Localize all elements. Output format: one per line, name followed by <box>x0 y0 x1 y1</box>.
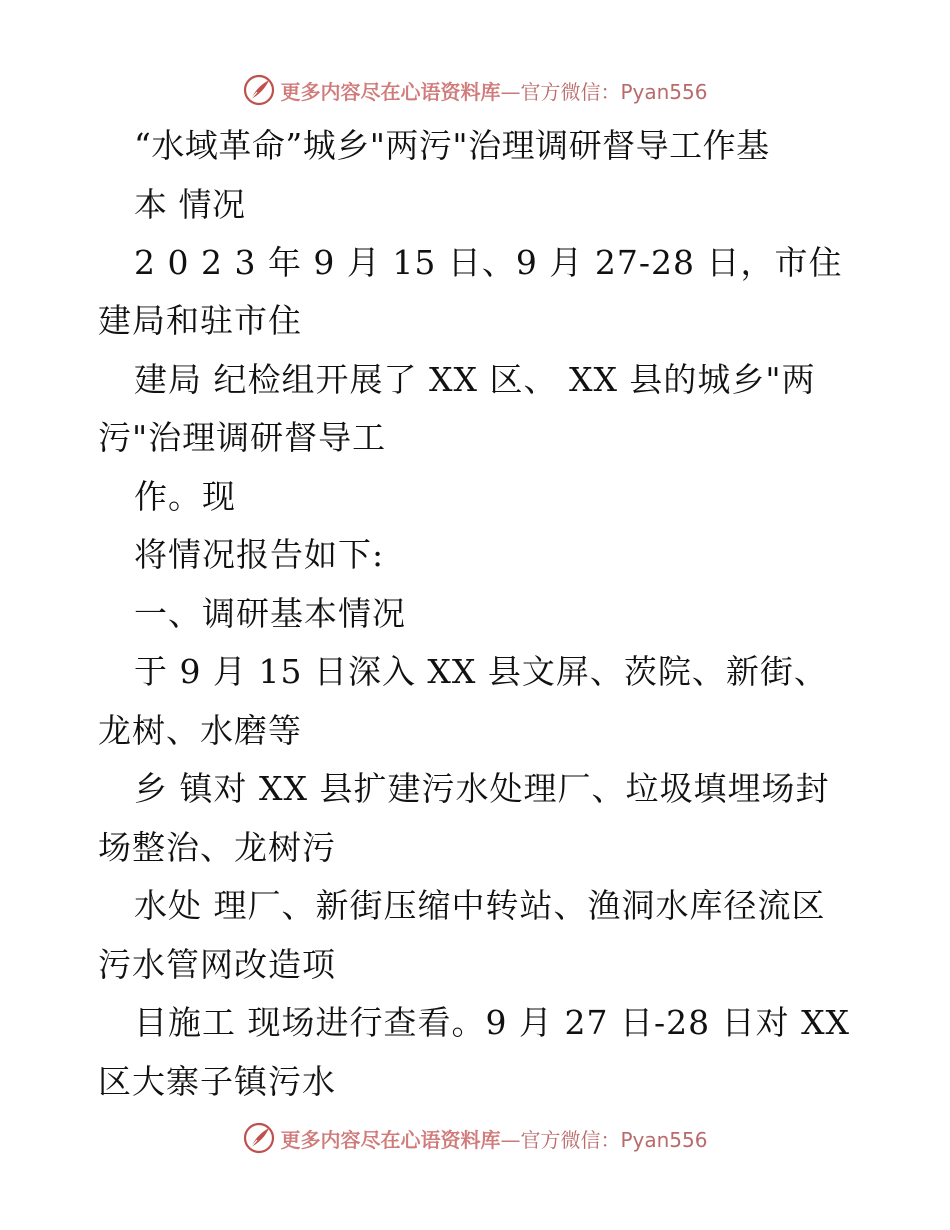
watermark-site-text: 更多内容尽在心语资料库 <box>280 1127 501 1152</box>
paragraph-line: 污水管网改造项 <box>98 945 336 984</box>
watermark-separator: — <box>500 79 521 104</box>
paragraph-line: 将情况报告如下: <box>134 535 385 574</box>
quill-pen-logo-icon <box>242 1121 276 1155</box>
paragraph-line: 区大寨子镇污水 <box>98 1062 336 1101</box>
watermark-banner-top <box>0 70 950 110</box>
watermark-contact-text: 官方微信：Pyan556 <box>520 79 708 104</box>
paragraph-line: 2 0 2 3 年 9 月 15 日、9 月 27-28 日，市住 <box>134 243 843 282</box>
paragraph-line: 污"治理调研督导工 <box>98 418 387 457</box>
watermark-contact-text: 官方微信：Pyan556 <box>520 1127 708 1152</box>
watermark-banner-bottom <box>0 1118 950 1158</box>
watermark-separator: — <box>500 1127 521 1152</box>
paragraph-line: 场整治、龙树污 <box>98 828 336 867</box>
paragraph-line: 目施工 现场进行查看。9 月 27 日-28 日对 XX <box>134 1003 851 1042</box>
paragraph-line: 建局和驻市住 <box>98 301 302 340</box>
document-title-line-1: “水域革命”城乡"两污"治理调研督导工作基 <box>134 126 770 165</box>
paragraph-line: 乡 镇对 XX 县扩建污水处理厂、垃圾填埋场封 <box>134 769 830 808</box>
paragraph-line: 水处 理厂、新街压缩中转站、渔洞水库径流区 <box>134 886 826 925</box>
paragraph-line: 建局 纪检组开展了 XX 区、 XX 县的城乡"两 <box>134 360 816 399</box>
quill-pen-logo-icon <box>242 73 276 107</box>
document-title-line-2: 本 情况 <box>134 185 246 224</box>
paragraph-line: 龙树、水磨等 <box>98 711 302 750</box>
watermark-site-text: 更多内容尽在心语资料库 <box>280 79 501 104</box>
section-heading: 一、调研基本情况 <box>134 594 406 633</box>
paragraph-line: 作。现 <box>134 477 236 516</box>
paragraph-line: 于 9 月 15 日深入 XX 县文屏、茨院、新街、 <box>134 652 828 691</box>
